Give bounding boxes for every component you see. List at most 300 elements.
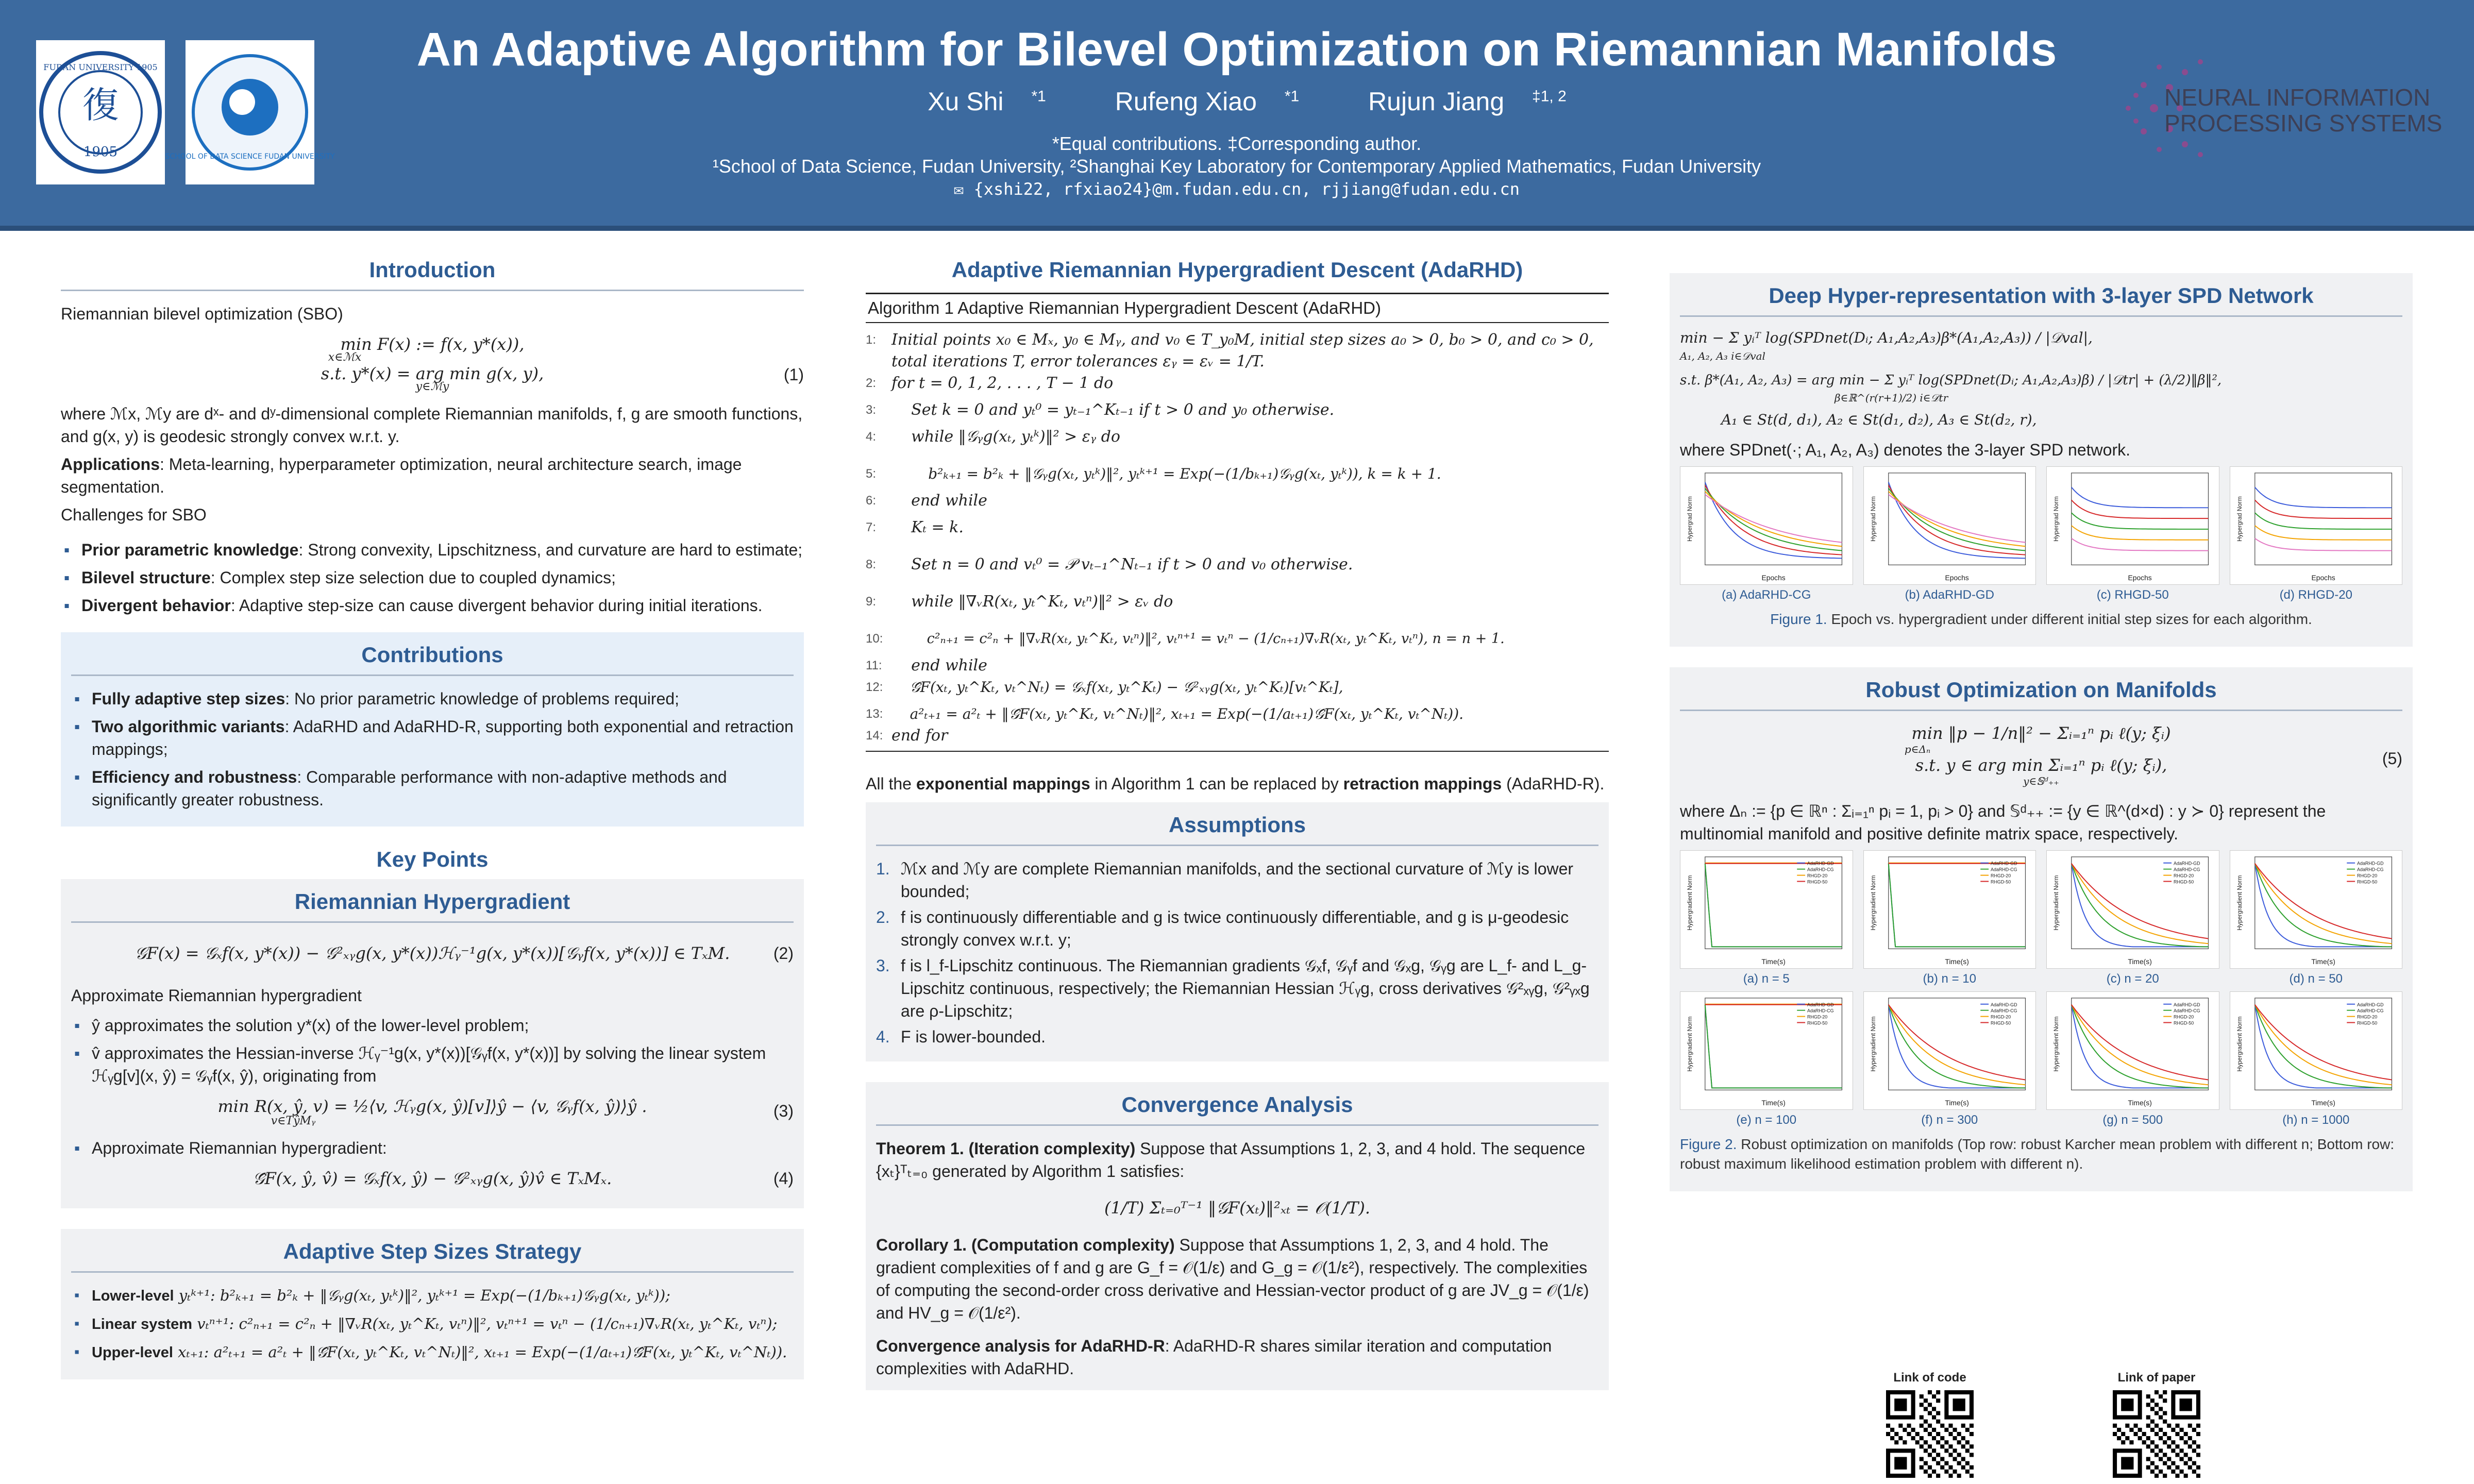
qr-module xyxy=(1886,1432,1890,1436)
plot xyxy=(1680,850,1853,969)
qr-module xyxy=(1944,1461,1948,1465)
qr-module xyxy=(2163,1398,2167,1403)
fudan-logo xyxy=(36,40,165,184)
deep-eq-objective-sub: A₁, A₂, A₃ i∈𝒟val xyxy=(1680,350,1765,362)
deep-hyper-panel xyxy=(1670,273,2413,647)
code-qr-label: Link of code xyxy=(1893,1371,1966,1385)
qr-module xyxy=(1948,1465,1953,1470)
qr-module xyxy=(1924,1448,1928,1453)
qr-module xyxy=(1957,1461,1961,1465)
stepsizes-panel xyxy=(61,1229,804,1379)
qr-module xyxy=(1957,1453,1961,1457)
qr-module xyxy=(2155,1474,2159,1478)
qr-module xyxy=(2188,1444,2192,1448)
y-axis-label: Hypergrad Norm xyxy=(2235,496,2243,542)
qr-module xyxy=(2155,1411,2159,1415)
paper-qr-label: Link of paper xyxy=(2117,1371,2196,1385)
qr-module xyxy=(1894,1432,1898,1436)
figure-2-grid-bottom xyxy=(1680,991,2402,1127)
equation-2: 𝒢F(x) = 𝒢ₓf(x, y*(x)) − 𝒢²ₓᵧg(x, y*(x))ℋᵧ⁻¹g(x, y*(x))[𝒢ᵧf(x, y*(x))] ∈ TₓM. (2) xyxy=(134,943,794,963)
qr-module xyxy=(2163,1453,2167,1457)
challenges-list xyxy=(61,538,804,617)
qr-module xyxy=(1936,1474,1940,1478)
qr-module xyxy=(1948,1432,1953,1436)
robust-panel xyxy=(1670,667,2413,1191)
qr-module xyxy=(2188,1457,2192,1461)
qr-module xyxy=(2159,1407,2163,1411)
algorithm-line: 5: b²ₖ₊₁ = b²ₖ + ‖𝒢ᵧg(xₜ, yₜᵏ)‖², yₜᵏ⁺¹ = Exp(−(1/bₖ₊₁)𝒢ᵧg(xₜ, yₜᵏ)), k = k + 1. xyxy=(866,465,1441,482)
list-item: ▪ ŷ approximates the solution y*(x) of the lower-level problem; xyxy=(71,1014,794,1037)
y-axis-label: Hypergradient Norm xyxy=(2052,1016,2060,1072)
qr-module xyxy=(1970,1424,1974,1428)
legend-label: RHGD-50 xyxy=(2357,1020,2377,1026)
legend-label: RHGD-50 xyxy=(1807,879,1828,885)
deep-eq-stiefel: A₁ ∈ St(d, d₁), A₂ ∈ St(d₁, d₂), A₃ ∈ St(d₂, r), xyxy=(1721,411,2037,428)
qr-module xyxy=(1920,1465,1924,1470)
legend-label: AdaRHD-CG xyxy=(2357,1008,2384,1014)
qr-module xyxy=(1944,1448,1948,1453)
qr-module xyxy=(1948,1474,1953,1478)
poster-header xyxy=(0,0,2474,226)
qr-module xyxy=(1940,1465,1944,1470)
list-item: ▪ Prior parametric knowledge: Strong convexity, Lipschitzness, and curvature are hard to estimate; xyxy=(61,538,804,561)
qr-module xyxy=(1911,1428,1915,1432)
qr-module xyxy=(2188,1436,2192,1440)
figure-2-panel: Time(s) Hypergradient Norm AdaRHD-GD AdaRHD-CG RHGD-20 RHGD-50 (d) n = 50 xyxy=(2230,850,2403,986)
contributions-title: Contributions xyxy=(71,637,794,676)
figure-1-caption: Figure 1. Epoch vs. hypergradient under different initial step sizes for each algorithm. xyxy=(1770,611,2312,627)
affiliation: ¹School of Data Science, Fudan University, ²Shanghai Key Laboratory for Contemporary Applied Mathematics, Fudan University xyxy=(712,156,1761,177)
qr-module xyxy=(2167,1444,2171,1448)
qr-module xyxy=(2138,1436,2142,1440)
qr-module xyxy=(2196,1432,2200,1436)
qr-module xyxy=(2163,1420,2167,1424)
list-item: 2. f is continuously differentiable and g is twice continuously differentiable, and g is μ-geodesic strongly convex w.r.t. y; xyxy=(876,908,1569,949)
figure-2-panel: Time(s) Hypergradient Norm AdaRHD-GD AdaRHD-CG RHGD-20 RHGD-50 (h) n = 1000 xyxy=(2230,991,2403,1127)
qr-module xyxy=(2146,1403,2150,1407)
assumptions-panel xyxy=(866,802,1609,1061)
qr-module xyxy=(2146,1465,2150,1470)
svg-text:NEURAL INFORMATION: NEURAL INFORMATION xyxy=(2164,84,2431,111)
author: Xu Shi $^{*1}$ xyxy=(928,87,1046,116)
list-item: ▪ Two algorithmic variants: AdaRHD and AdaRHD-R, supporting both exponential and retraction mappings; xyxy=(71,715,794,761)
algorithm-line: 13: a²ₜ₊₁ = a²ₜ + ‖𝒢̂F(xₜ, yₜ^Kₜ, vₜ^Nₜ)‖², xₜ₊₁ = Exp(−(1/aₜ₊₁)𝒢̂F(xₜ, yₜ^Kₜ, vₜ^Nₜ)). xyxy=(866,705,1464,722)
qr-module xyxy=(2180,1470,2184,1474)
qr-module xyxy=(1932,1436,1936,1440)
qr-module xyxy=(2188,1424,2192,1428)
qr-module xyxy=(2117,1428,2121,1432)
qr-code-icon[interactable] xyxy=(2113,1390,2200,1478)
qr-module xyxy=(2150,1420,2155,1424)
qr-module xyxy=(1915,1432,1920,1436)
qr-module xyxy=(2121,1432,2125,1436)
qr-module xyxy=(2196,1424,2200,1428)
legend-label: RHGD-20 xyxy=(1990,1014,2011,1020)
legend-label: AdaRHD-CG xyxy=(1990,1008,2017,1014)
qr-module xyxy=(1936,1420,1940,1424)
qr-module xyxy=(2171,1470,2175,1474)
column-2 xyxy=(866,252,1609,1390)
qr-module xyxy=(1944,1440,1948,1444)
list-item: ▪ Approximate Riemannian hypergradient: xyxy=(71,1137,794,1159)
qr-module xyxy=(1932,1415,1936,1420)
qr-module xyxy=(1894,1440,1898,1444)
qr-module xyxy=(2196,1465,2200,1470)
legend-label: RHGD-50 xyxy=(1990,1020,2011,1026)
algorithm-line: 1: Initial points x₀ ∈ Mₓ, y₀ ∈ Mᵧ, and v₀ ∈ T_y₀M, initial step sizes a₀ > 0, b₀ > 0, and c₀ > 0, total iterations T, error tolerances εᵧ = εᵥ = 1/T. xyxy=(866,331,1594,370)
list-item: ▪ Fully adaptive step sizes: No prior parametric knowledge of problems required; xyxy=(71,687,794,710)
qr-module xyxy=(2159,1428,2163,1432)
qr-module xyxy=(2167,1436,2171,1440)
plot-frame xyxy=(1705,473,1842,565)
x-axis-label: Epochs xyxy=(1945,574,1969,582)
qr-module xyxy=(2159,1436,2163,1440)
plot xyxy=(2046,850,2219,969)
qr-module xyxy=(1953,1428,1957,1432)
legend-label: AdaRHD-GD xyxy=(1990,861,2017,866)
qr-module xyxy=(2159,1457,2163,1461)
plot xyxy=(2230,991,2403,1110)
qr-module xyxy=(2180,1448,2184,1453)
qr-module xyxy=(2125,1424,2129,1428)
plot xyxy=(2230,850,2403,969)
qr-module xyxy=(2192,1461,2196,1465)
stepsizes-list xyxy=(71,1284,794,1364)
qr-module xyxy=(2146,1415,2150,1420)
qr-finder xyxy=(2121,1457,2133,1470)
qr-module xyxy=(2171,1440,2175,1444)
qr-module xyxy=(2192,1470,2196,1474)
qr-module xyxy=(1932,1448,1936,1453)
list-item: ▪ Linear system vₜⁿ⁺¹: c²ₙ₊₁ = c²ₙ + ‖∇ᵥR(xₜ, yₜ^Kₜ, vₜⁿ)‖², vₜⁿ⁺¹ = vₜⁿ − (1/cₙ₊₁)∇ᵥR(xₜ, yₜ^Kₜ, vₜⁿ); xyxy=(71,1312,794,1336)
qr-module xyxy=(2171,1448,2175,1453)
qr-module xyxy=(1907,1424,1911,1428)
svg-text:1905: 1905 xyxy=(83,144,118,160)
qr-module xyxy=(2175,1424,2179,1428)
qr-module xyxy=(1940,1436,1944,1440)
qr-module xyxy=(1936,1453,1940,1457)
x-axis-label: Time(s) xyxy=(2128,1099,2152,1107)
qr-module xyxy=(1928,1453,1932,1457)
figure-2-panel: Time(s) Hypergradient Norm AdaRHD-GD AdaRHD-CG RHGD-20 RHGD-50 (f) n = 300 xyxy=(1863,991,2037,1127)
hypergradient-title: Riemannian Hypergradient xyxy=(71,884,794,923)
stepsizes-title: Adaptive Step Sizes Strategy xyxy=(71,1234,794,1273)
figure-2-panel: Time(s) Hypergradient Norm AdaRHD-GD AdaRHD-CG RHGD-20 RHGD-50 (b) n = 10 xyxy=(1863,850,2037,986)
algorithm-line: 3: Set k = 0 and yₜ⁰ = yₜ₋₁^Kₜ₋₁ if t > 0 and y₀ otherwise. xyxy=(866,401,1335,419)
intro-where: where ℳx, ℳy are dˣ- and dʸ-dimensional complete Riemannian manifolds, f, g are smooth functions, and g(x, y) is geodesic strongly convex w.r.t. y. xyxy=(61,404,803,446)
qr-module xyxy=(1961,1436,1965,1440)
convergence-panel xyxy=(866,1082,1609,1390)
svg-text:SCHOOL OF DATA SCIENCE FUDAN U: SCHOOL OF DATA SCIENCE FUDAN UNIVERSITY xyxy=(165,153,335,161)
deep-eq-constraint: s.t. β*(A₁, A₂, A₃) = arg min − Σ yᵢᵀ log(SPDnet(Dᵢ; A₁,A₂,A₃)β) / |𝒟tr| + (λ/2)‖β‖², xyxy=(1680,373,2222,388)
qr-module xyxy=(1953,1470,1957,1474)
qr-code-icon[interactable] xyxy=(1886,1390,1974,1478)
code-qr[interactable] xyxy=(1886,1371,1974,1480)
qr-module xyxy=(1965,1428,1970,1432)
qr-module xyxy=(2155,1465,2159,1470)
qr-module xyxy=(2155,1403,2159,1407)
qr-module xyxy=(1936,1398,1940,1403)
list-item: ▪ Lower-level yₜᵏ⁺¹: b²ₖ₊₁ = b²ₖ + ‖𝒢ᵧg(xₜ, yₜᵏ)‖², yₜᵏ⁺¹ = Exp(−(1/bₖ₊₁)𝒢ᵧg(xₜ, yₜᵏ)); xyxy=(71,1284,794,1307)
qr-module xyxy=(1948,1453,1953,1457)
qr-module xyxy=(2167,1424,2171,1428)
challenges-label: Challenges for SBO xyxy=(61,505,207,524)
qr-module xyxy=(1890,1436,1894,1440)
sbo-label: Riemannian bilevel optimization (SBO) xyxy=(61,305,343,323)
equation-4: 𝒢̂F(x, ŷ, v̂) = 𝒢ₓf(x, ŷ) − 𝒢²ₓᵧg(x, ŷ)v̂ ∈ TₓMₓ. (4) xyxy=(253,1169,794,1188)
qr-module xyxy=(1940,1444,1944,1448)
qr-module xyxy=(2113,1424,2117,1428)
qr-module xyxy=(1932,1470,1936,1474)
qr-module xyxy=(1970,1474,1974,1478)
qr-module xyxy=(2175,1444,2179,1448)
deep-eq-constraint-sub: β∈ℝ^(r(r+1)/2) i∈𝒟tr xyxy=(1835,392,1948,404)
qr-module xyxy=(1924,1461,1928,1465)
legend-label: RHGD-20 xyxy=(1990,873,2011,879)
assumptions-title: Assumptions xyxy=(876,807,1598,846)
legend-label: RHGD-50 xyxy=(1807,1020,1828,1026)
email[interactable]: ✉ {xshi22, rfxiao24}@m.fudan.edu.cn, rjjiang@fudan.edu.cn xyxy=(953,179,1520,199)
theorem-equation: (1/T) Σₜ₌₀ᵀ⁻¹ ‖𝒢F(xₜ)‖²ₓₜ = 𝒪(1/T). xyxy=(1104,1198,1371,1218)
qr-module xyxy=(2159,1415,2163,1420)
qr-module xyxy=(2155,1390,2159,1394)
plot xyxy=(2230,466,2403,585)
qr-module xyxy=(2129,1428,2133,1432)
equation-3: min R(x, ŷ, v) = ½⟨v, ℋᵧg(x, ŷ)[v]⟩ŷ − ⟨v, 𝒢ᵧf(x, ŷ)⟩ŷ . v∈TŷMᵧ (3) xyxy=(217,1097,794,1127)
qr-module xyxy=(2175,1432,2179,1436)
qr-module xyxy=(1911,1436,1915,1440)
algorithm-line: 6: end while xyxy=(866,492,987,510)
deep-eq-objective: min − Σ yᵢᵀ log(SPDnet(Dᵢ; A₁,A₂,A₃)β*(A₁,A₂,A₃)) / |𝒟val|, xyxy=(1680,329,2093,346)
qr-module xyxy=(2171,1428,2175,1432)
qr-module xyxy=(1924,1470,1928,1474)
qr-module xyxy=(2163,1474,2167,1478)
qr-module xyxy=(2192,1440,2196,1444)
neurips-logo xyxy=(2097,36,2448,180)
qr-module xyxy=(2142,1432,2146,1436)
legend-label: AdaRHD-CG xyxy=(2357,867,2384,872)
author-list xyxy=(361,87,2113,116)
column-3 xyxy=(1670,252,2413,1191)
y-axis-label: Hypergrad Norm xyxy=(1869,496,1877,542)
algorithm-line: 7: Kₜ = k. xyxy=(866,518,964,536)
qr-module xyxy=(2175,1453,2179,1457)
qr-module xyxy=(2133,1424,2138,1428)
x-axis-label: Epochs xyxy=(2128,574,2152,582)
contributions-list xyxy=(71,687,794,811)
qr-module xyxy=(2159,1448,2163,1453)
x-axis-label: Time(s) xyxy=(2311,1099,2335,1107)
qr-module xyxy=(1936,1440,1940,1444)
qr-module xyxy=(1890,1428,1894,1432)
qr-module xyxy=(1928,1444,1932,1448)
list-item: 3. f is l_f-Lipschitz continuous. The Riemannian gradients 𝒢ₓf, 𝒢ᵧf and 𝒢ₓg, 𝒢ᵧg are L_f- and L_g-Lipschitz continuous, respectively; the Riemannian Hessian ℋᵧg, cross derivatives 𝒢²ₓᵧg, 𝒢²ᵧₓg are ρ-Lipschitz; xyxy=(876,956,1590,1020)
list-item: 4. F is lower-bounded. xyxy=(876,1027,1046,1046)
qr-module xyxy=(2192,1428,2196,1432)
list-item: 1. ℳx and ℳy are complete Riemannian manifolds, and the sectional curvature of ℳy is lower bounded; xyxy=(876,859,1574,901)
plot xyxy=(1863,850,2037,969)
theorem-1: Theorem 1. (Iteration complexity) Suppose that Assumptions 1, 2, 3, and 4 hold. The sequence {xₜ}ᵀₜ₌₀ generated by Algorithm 1 satisfies: xyxy=(876,1139,1586,1181)
qr-module xyxy=(1953,1457,1957,1461)
contribution-note: *Equal contributions. ‡Corresponding author. xyxy=(1052,133,1422,154)
intro-title: Introduction xyxy=(61,252,804,291)
qr-module xyxy=(2175,1465,2179,1470)
qr-module xyxy=(1886,1424,1890,1428)
qr-module xyxy=(1928,1424,1932,1428)
figure-1-panel: Epochs Hypergrad Norm (d) RHGD-20 xyxy=(2230,466,2403,602)
qr-module xyxy=(1928,1411,1932,1415)
qr-module xyxy=(2163,1432,2167,1436)
qr-module xyxy=(1936,1461,1940,1465)
qr-module xyxy=(1920,1415,1924,1420)
algorithm-line: 14: end for xyxy=(866,727,948,745)
qr-module xyxy=(1924,1407,1928,1411)
legend-label: AdaRHD-GD xyxy=(2357,1002,2384,1007)
qr-module xyxy=(2167,1465,2171,1470)
qr-module xyxy=(1907,1432,1911,1436)
qr-module xyxy=(1936,1432,1940,1436)
column-1 xyxy=(61,252,804,1379)
qr-module xyxy=(1920,1403,1924,1407)
qr-module xyxy=(1940,1424,1944,1428)
legend-label: AdaRHD-GD xyxy=(2174,861,2200,866)
qr-module xyxy=(1948,1424,1953,1428)
y-axis-label: Hypergradient Norm xyxy=(1869,875,1877,931)
svg-text:復: 復 xyxy=(82,84,119,126)
legend-label: AdaRHD-GD xyxy=(2174,1002,2200,1007)
qr-module xyxy=(2163,1461,2167,1465)
qr-module xyxy=(2146,1424,2150,1428)
qr-module xyxy=(2171,1461,2175,1465)
qr-module xyxy=(2155,1444,2159,1448)
data-science-logo xyxy=(165,40,335,184)
legend-label: AdaRHD-CG xyxy=(1807,867,1834,872)
algorithm-header: Algorithm 1 Adaptive Riemannian Hypergradient Descent (AdaRHD) xyxy=(866,293,1609,323)
qr-module xyxy=(1970,1453,1974,1457)
qr-module xyxy=(1932,1407,1936,1411)
qr-module xyxy=(1953,1448,1957,1453)
qr-module xyxy=(2121,1440,2125,1444)
qr-module xyxy=(2150,1407,2155,1411)
qr-module xyxy=(2133,1432,2138,1436)
plot xyxy=(1863,991,2037,1110)
approx-list xyxy=(71,1014,794,1087)
qr-module xyxy=(2163,1440,2167,1444)
author: Rujun Jiang $^{\ddagger 1, 2}$ xyxy=(1368,87,1567,116)
plot xyxy=(2046,991,2219,1110)
legend-label: RHGD-20 xyxy=(2174,873,2194,879)
contributions-panel xyxy=(61,632,804,827)
plot xyxy=(2046,466,2219,585)
adarhd-r-analysis: Convergence analysis for AdaRHD-R: AdaRHD-R shares similar iteration and computation complexities with AdaRHD. xyxy=(876,1337,1552,1378)
qr-module xyxy=(2142,1440,2146,1444)
qr-module xyxy=(2150,1440,2155,1444)
qr-module xyxy=(2184,1440,2188,1444)
qr-module xyxy=(2150,1398,2155,1403)
x-axis-label: Epochs xyxy=(2311,574,2335,582)
figure-1-grid xyxy=(1680,466,2402,602)
qr-module xyxy=(2188,1465,2192,1470)
qr-module xyxy=(1936,1411,1940,1415)
figure-1-panel: Epochs Hypergrad Norm (c) RHGD-50 xyxy=(2046,466,2219,602)
algorithm-line: 4: while ‖𝒢ᵧg(xₜ, yₜᵏ)‖² > εᵧ do xyxy=(866,428,1120,446)
header-divider xyxy=(0,226,2474,231)
qr-finder xyxy=(1894,1398,1907,1411)
figure-2-caption: Figure 2. Robust optimization on manifolds (Top row: robust Karcher mean problem with different n; Bottom row: robust maximum likelihood estimation problem with different n). xyxy=(1680,1136,2395,1172)
qr-module xyxy=(2146,1444,2150,1448)
qr-module xyxy=(2150,1448,2155,1453)
corollary-1: Corollary 1. (Computation complexity) Suppose that Assumptions 1, 2, 3, and 4 hold. The gradient complexities of f and g are G_f = 𝒪(1/ε) and G_g = 𝒪(1/ε²), respectively. The complexities of computing the second-order cross derivative and Hessian-vector product of g are JV_g = 𝒪(1/ε) and HV_g = 𝒪(1/ε²). xyxy=(876,1236,1589,1322)
legend-label: AdaRHD-GD xyxy=(1807,861,1834,866)
qr-module xyxy=(1932,1394,1936,1398)
qr-module xyxy=(2196,1444,2200,1448)
qr-module xyxy=(1898,1436,1903,1440)
qr-module xyxy=(1970,1465,1974,1470)
qr-module xyxy=(2180,1428,2184,1432)
qr-module xyxy=(2184,1461,2188,1465)
x-axis-label: Time(s) xyxy=(1761,957,1786,966)
qr-module xyxy=(2146,1457,2150,1461)
keypoints-title: Key Points xyxy=(376,847,489,871)
legend-label: AdaRHD-CG xyxy=(1807,1008,1834,1014)
qr-module xyxy=(1928,1465,1932,1470)
qr-module xyxy=(1920,1444,1924,1448)
qr-module xyxy=(2155,1432,2159,1436)
qr-module xyxy=(2155,1424,2159,1428)
legend-label: AdaRHD-GD xyxy=(1807,1002,1834,1007)
qr-module xyxy=(1957,1432,1961,1436)
legend-label: AdaRHD-GD xyxy=(2357,861,2384,866)
algorithm-line: 10: c²ₙ₊₁ = c²ₙ + ‖∇ᵥR(xₜ, yₜ^Kₜ, vₜⁿ)‖², vₜⁿ⁺¹ = vₜⁿ − (1/cₙ₊₁)∇ᵥR(xₜ, yₜ^Kₜ, vₜⁿ), n = n + 1. xyxy=(866,631,1505,647)
x-axis-label: Time(s) xyxy=(2128,957,2152,966)
legend-label: RHGD-20 xyxy=(1807,1014,1828,1020)
qr-module xyxy=(1965,1470,1970,1474)
figure-1-panel: Epochs Hypergrad Norm (b) AdaRHD-GD xyxy=(1863,466,2037,602)
list-item: ▪ v̂ approximates the Hessian-inverse ℋᵧ⁻¹g(x, y*(x))[𝒢ᵧf(x, y*(x))] by solving the linear system ℋᵧg[v](x, ŷ) = 𝒢ᵧf(x, ŷ), originating from xyxy=(71,1042,794,1087)
qr-finder xyxy=(1953,1398,1965,1411)
x-axis-label: Time(s) xyxy=(1944,957,1969,966)
qr-module xyxy=(2146,1394,2150,1398)
qr-module xyxy=(1961,1424,1965,1428)
equation-5: min ‖p − 1/n‖² − Σᵢ₌₁ⁿ pᵢ ℓ(y; ξᵢ) p∈Δₙ s.t. y ∈ arg min Σᵢ₌₁ⁿ pᵢ ℓ(y; ξᵢ), y∈𝕊ᵈ₊₊ (5) xyxy=(1904,723,2402,787)
y-axis-label: Hypergradient Norm xyxy=(1869,1016,1877,1072)
approx-label: Approximate Riemannian hypergradient xyxy=(71,986,362,1005)
qr-module xyxy=(1898,1424,1903,1428)
qr-module xyxy=(1932,1457,1936,1461)
qr-finder xyxy=(2121,1398,2133,1411)
paper-qr[interactable] xyxy=(2113,1371,2200,1480)
qr-module xyxy=(2117,1436,2121,1440)
legend-label: RHGD-20 xyxy=(1807,873,1828,879)
qr-module xyxy=(2113,1432,2117,1436)
qr-module xyxy=(1970,1444,1974,1448)
legend-label: RHGD-50 xyxy=(2174,1020,2194,1026)
x-axis-label: Time(s) xyxy=(1944,1099,1969,1107)
legend-label: RHGD-20 xyxy=(2174,1014,2194,1020)
qr-module xyxy=(1928,1432,1932,1436)
y-axis-label: Hypergradient Norm xyxy=(1686,1016,1694,1072)
plot-frame xyxy=(1888,473,2025,565)
assumptions-list xyxy=(876,857,1598,1048)
qr-module xyxy=(1953,1436,1957,1440)
qr-module xyxy=(1920,1457,1924,1461)
algorithm-line: 2: for t = 0, 1, 2, . . . , T − 1 do xyxy=(866,374,1114,392)
qr-module xyxy=(1903,1428,1907,1432)
hypergradient-panel xyxy=(61,879,804,1208)
algorithm-body xyxy=(866,323,1609,747)
algo-remark: All the exponential mappings in Algorithm 1 can be replaced by retraction mappings (AdaRHD-R). xyxy=(866,774,1605,793)
qr-module xyxy=(1940,1457,1944,1461)
